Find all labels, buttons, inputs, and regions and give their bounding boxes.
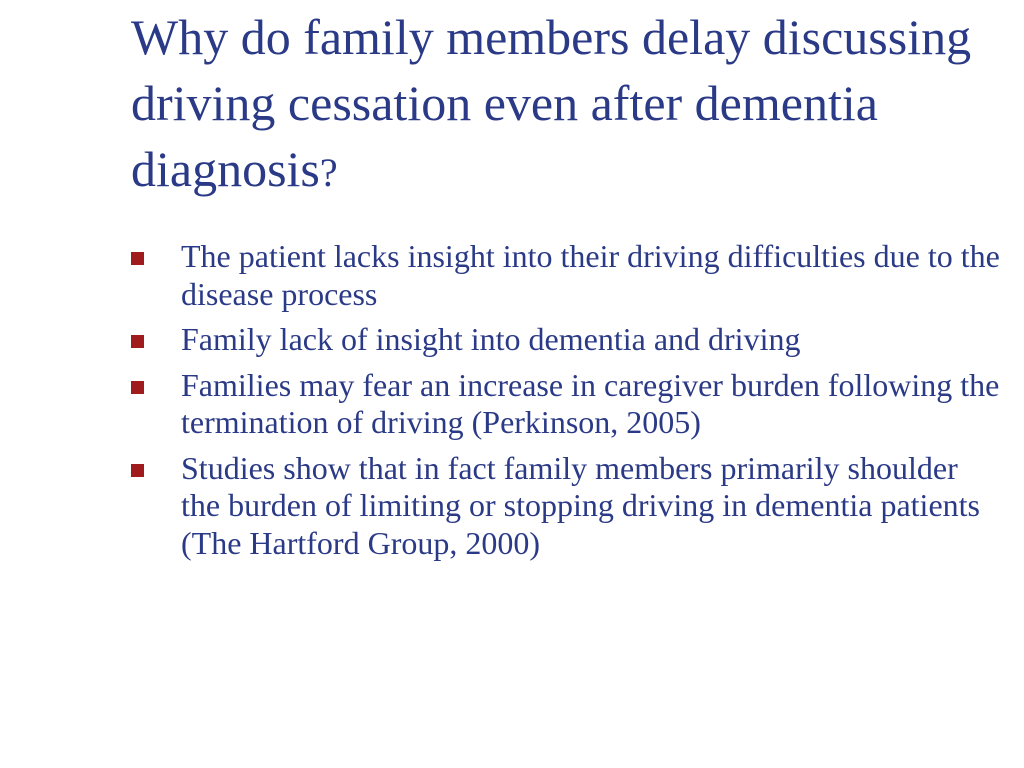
square-bullet-icon: [131, 252, 144, 265]
slide-title-text: Why do family members delay discussing driving cessation even after dementia diagnosis: [131, 9, 972, 197]
bullet-text: Studies show that in fact family members primarily shoulder the burden of limiting or stopping driving in dementia patients (The Hartford Group, 2000): [181, 449, 980, 561]
square-bullet-icon: [131, 381, 144, 394]
square-bullet-icon: [131, 464, 144, 477]
slide-title-question-mark: ?: [319, 150, 338, 195]
bullet-text: Families may fear an increase in caregiver burden following the termination of driving (Perkinson, 2005): [181, 366, 1000, 440]
bullet-text: Family lack of insight into dementia and driving: [181, 321, 801, 357]
slide-title: [131, 4, 1011, 206]
bullet-item: [131, 321, 1001, 359]
bullet-item: [131, 450, 1001, 563]
bullet-item: [131, 367, 1001, 442]
bullet-item: [131, 238, 1001, 313]
square-bullet-icon: [131, 335, 144, 348]
bullet-text: The patient lacks insight into their driving difficulties due to the disease process: [181, 238, 1000, 312]
bullet-list: [131, 238, 1001, 570]
